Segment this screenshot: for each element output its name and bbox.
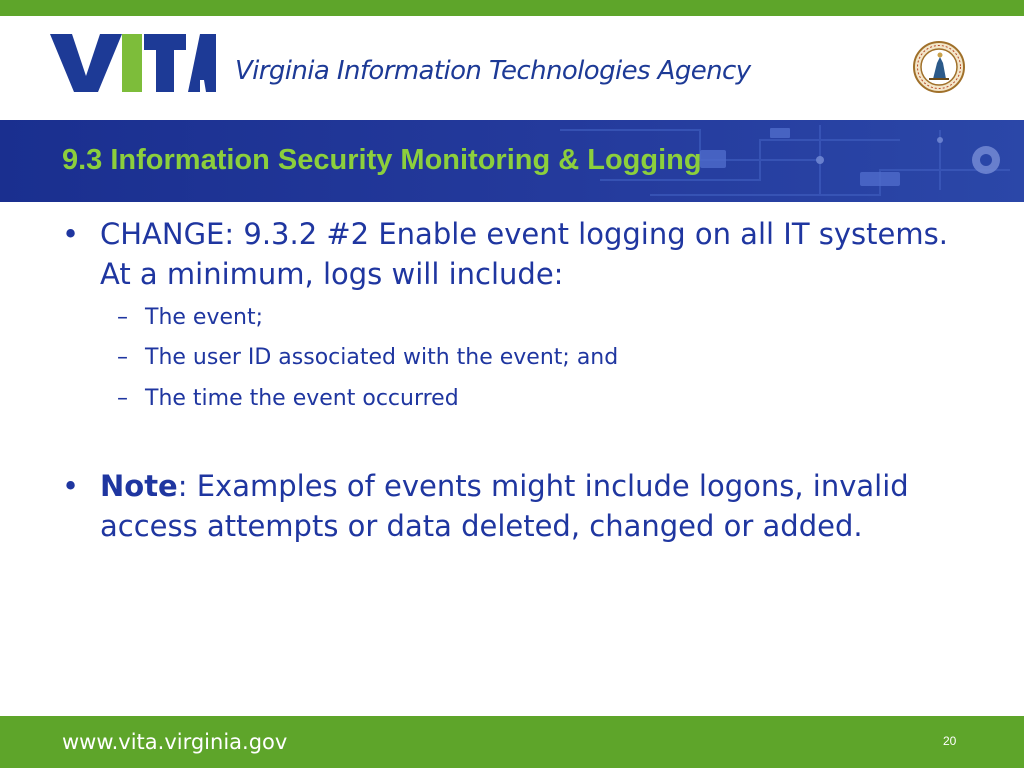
slide-title: 9.3 Information Security Monitoring & Logging — [62, 144, 702, 176]
bullet-text — [62, 466, 962, 546]
header — [0, 16, 1024, 120]
bullet-note — [62, 466, 962, 546]
footer — [0, 716, 1024, 768]
sub-bullet-time — [117, 384, 937, 414]
sub-bullet-text: The event; — [145, 305, 263, 330]
agency-name: Virginia Information Technologies Agency — [235, 56, 751, 86]
bullet-change — [62, 214, 962, 294]
slide-content — [0, 202, 1024, 716]
dash-marker: – — [117, 305, 128, 330]
bullet-dot: • — [62, 469, 80, 503]
bullet-text: CHANGE: 9.3.2 #2 Enable event logging on all IT systems. At a minimum, logs will include: — [100, 217, 948, 291]
sub-bullet-text: The time the event occurred — [145, 386, 459, 411]
sub-bullet-text: The user ID associated with the event; and — [145, 345, 619, 370]
dash-marker: – — [117, 386, 128, 411]
sub-bullet-user-id — [117, 343, 937, 373]
dash-marker: – — [117, 345, 128, 370]
note-text: : Examples of events might include logons, invalid access attempts or data deleted, changed or added. — [100, 469, 909, 543]
sub-bullet-event — [117, 303, 937, 333]
note-label: Note — [100, 469, 178, 503]
footer-url[interactable]: www.vita.virginia.gov — [62, 730, 288, 754]
top-accent-bar — [0, 0, 1024, 16]
bullet-dot: • — [62, 217, 80, 251]
page-number: 20 — [943, 734, 957, 748]
virginia-seal-icon — [913, 41, 965, 93]
vita-logo — [50, 34, 216, 92]
title-band — [0, 120, 1024, 202]
